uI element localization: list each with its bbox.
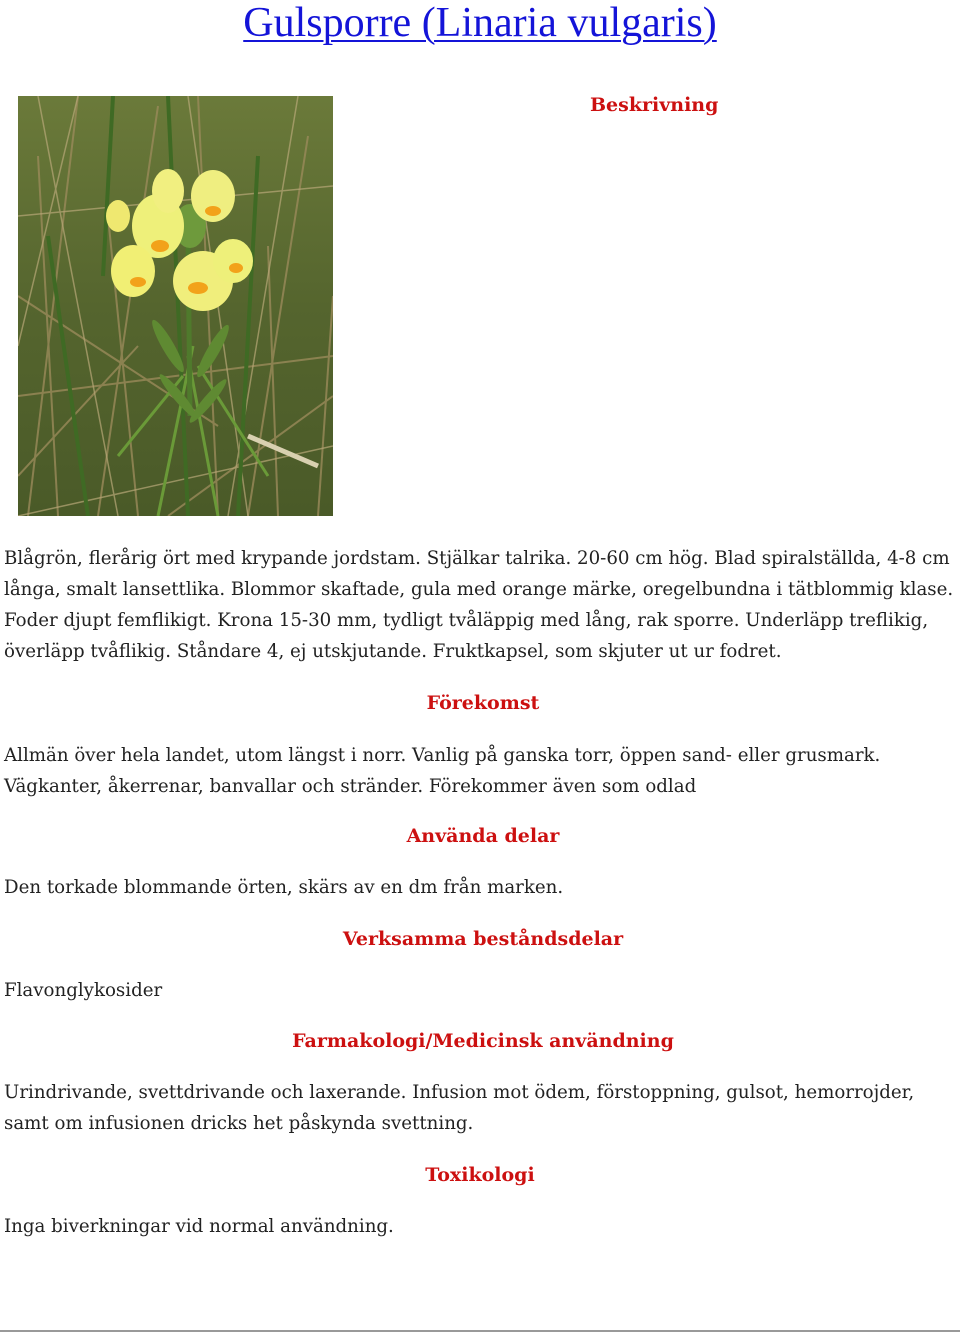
section-heading-toxikologi: Toxikologi [425, 1164, 535, 1186]
section-heading-verksamma: Verksamma beståndsdelar [342, 928, 624, 950]
section-heading-anvanda-delar: Använda delar [406, 825, 560, 847]
section-text-verksamma: Flavonglykosider [4, 980, 163, 1001]
section-text-farmakologi: Urindrivande, svettdrivande och laxerande. Infusion mot ödem, förstoppning, gulsot, hemorrojder, samt om infusionen dricks het påskynda svettning. [4, 1082, 915, 1134]
section-heading-beskrivning: Beskrivning [590, 94, 719, 116]
section-heading-forekomst: Förekomst [426, 692, 540, 714]
bottom-divider [0, 1330, 960, 1332]
page-title [0, 0, 960, 46]
plant-photo [18, 96, 333, 516]
section-text-toxikologi: Inga biverkningar vid normal användning. [4, 1216, 394, 1237]
page-title-link[interactable]: Gulsporre (Linaria vulgaris) [243, 0, 717, 46]
section-text-beskrivning: Blågrön, flerårig ört med krypande jordstam. Stjälkar talrika. 20-60 cm hög. Blad spiralställda, 4-8 cm långa, smalt lansettlika. Blommor skaftade, gula med orange märke, oregelbundna i tätblommig klase. Foder djupt femflikigt. Krona 15-30 mm, tydligt tvåläppig med lång, rak sporre. Underläpp treflikig, överläpp tvåflikig. Ståndare 4, ej utskjutande. Fruktkapsel, som skjuter ut ur fodret. [4, 548, 954, 662]
section-text-forekomst: Allmän över hela landet, utom längst i norr. Vanlig på ganska torr, öppen sand- eller grusmark. Vägkanter, åkerrenar, banvallar och stränder. Förekommer även som odlad [4, 745, 881, 797]
section-heading-farmakologi: Farmakologi/Medicinsk användning [292, 1030, 674, 1052]
section-text-anvanda-delar: Den torkade blommande örten, skärs av en dm från marken. [4, 877, 564, 898]
